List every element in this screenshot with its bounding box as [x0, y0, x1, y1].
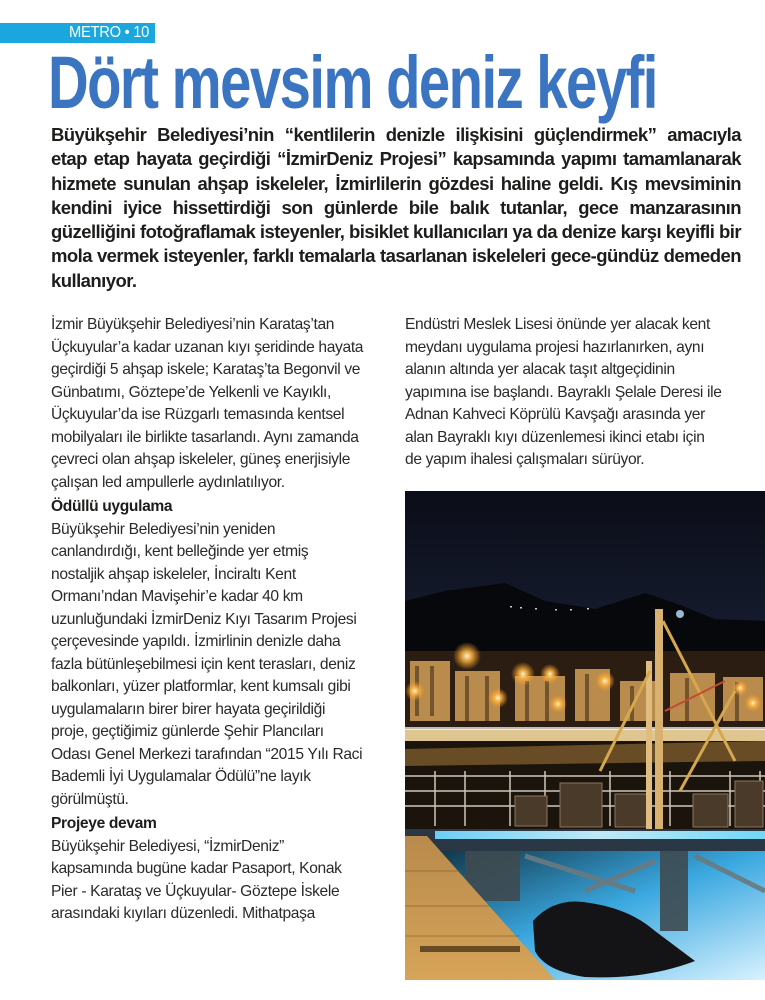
paragraph-continue [51, 836, 396, 926]
text-line: çevreci olan ahşap iskeleler, güneş enerjisiyle [51, 451, 351, 468]
text-line: Ormanı’ndan Mavişehir’e kadar 40 km [51, 588, 303, 605]
text-line: Büyükşehir Belediyesi, “İzmirDeniz” [51, 837, 284, 855]
paragraph-continued [405, 314, 755, 472]
paragraph-award [51, 519, 396, 812]
text-line: nostaljik ahşap iskeleler, İnciraltı Kent [51, 565, 296, 583]
paragraph-intro [51, 314, 396, 494]
text-line: meydanı uygulama projesi hazırlanırken, aynı [405, 338, 705, 356]
text-line: kapsamında bugüne kadar Pasaport, Konak [51, 860, 342, 877]
pier-night-photo [405, 491, 765, 980]
text-line: alan Bayraklı kıyı düzenlemesi ikinci etabı için [405, 428, 705, 446]
text-line: görülmüştü. [51, 790, 129, 808]
text-line: Pier - Karataş ve Üçkuyular- Göztepe İskele [51, 882, 340, 900]
left-column [51, 314, 396, 926]
text-line: proje, geçtiğimiz günlerde Şehir Plancıları [51, 723, 324, 740]
article-lead: Büyükşehir Belediyesi’nin “kentlilerin denizle ilişkisini güçlendirmek” amacıyla etap etap hayata geçirdiği “İzmirDeniz Projesi” kapsamında yapımı tamamlanarak hizmete sunulan ahşap iskeleler, İzmirlilerin gözdesi haline geldi. Kış mevsiminin kendini iyice hissettirdiği son günlerde bile balık tutanlar, gece manzarasının güzelliğini fotoğraflamak isteyenler, bisiklet kullanıcıları ya da denize karşı keyifli bir mola vermek isteyenler, farklı temalarla tasarlanan iskeleleri gece-gündüz demeden kullanıyor. [51, 124, 741, 291]
text-line: çerçevesinde yapıldı. İzmirlinin denizle daha [51, 633, 341, 650]
text-line: arasındaki kıyıları düzenledi. Mithatpaşa [51, 905, 315, 922]
text-line: Üçkuyular’a kadar uzanan kıyı şeridinde hayata [51, 338, 364, 356]
text-line: balkonları, yüzer platformlar, kent kumsalı gibi [51, 678, 351, 695]
subheading-continue: Projeye devam [51, 815, 157, 832]
text-line: Odası Genel Merkezi tarafından “2015 Yılı Raci [51, 745, 363, 763]
text-line: İzmir Büyükşehir Belediyesi’nin Karataş’tan [51, 316, 335, 333]
text-line: fazla bütünleşebilmesi için kent terasları, deniz [51, 655, 356, 673]
section-label: METRO • 10 [68, 24, 149, 41]
text-line: yapımına ise başlandı. Bayraklı Şelale Deresi ile [405, 383, 722, 401]
text-line: uygulamaların birer birer hayata geçirildiği [51, 700, 326, 718]
text-line: Adnan Kahveci Köprülü Kavşağı arasında yer [405, 406, 705, 423]
text-line: mobilyaları ile birlikte tasarlandı. Aynı zamanda [51, 428, 359, 446]
text-line: geçirdiği 5 ahşap iskele; Karataş’ta Begonvil ve [51, 361, 361, 378]
text-line: Bademli İyi Uygulamalar Ödülü”ne layık [51, 768, 311, 785]
text-line: canlandırdığı, kent belleğinde yer etmiş [51, 543, 309, 560]
text-line: çalışan led ampullerle aydınlatılıyor. [51, 473, 285, 491]
text-line: uzunluğundaki İzmirDeniz Kıyı Tasarım Projesi [51, 610, 357, 628]
text-line: Günbatımı, Göztepe’de Yelkenli ve Kayıklı, [51, 383, 332, 401]
text-line: Büyükşehir Belediyesi’nin yeniden [51, 520, 276, 538]
text-line: alanın altında yer alacak taşıt altgeçidinin [405, 361, 675, 378]
right-column [405, 314, 755, 472]
article-headline: Dört mevsim deniz keyfi [48, 41, 657, 124]
text-line: Üçkuyular’da ise Rüzgarlı temasında kentsel [51, 406, 345, 423]
subheading-award: Ödüllü uygulama [51, 498, 173, 515]
text-line: de yapım ihalesi çalışmaları sürüyor. [405, 451, 645, 468]
text-line: Endüstri Meslek Lisesi önünde yer alacak kent [405, 316, 710, 333]
